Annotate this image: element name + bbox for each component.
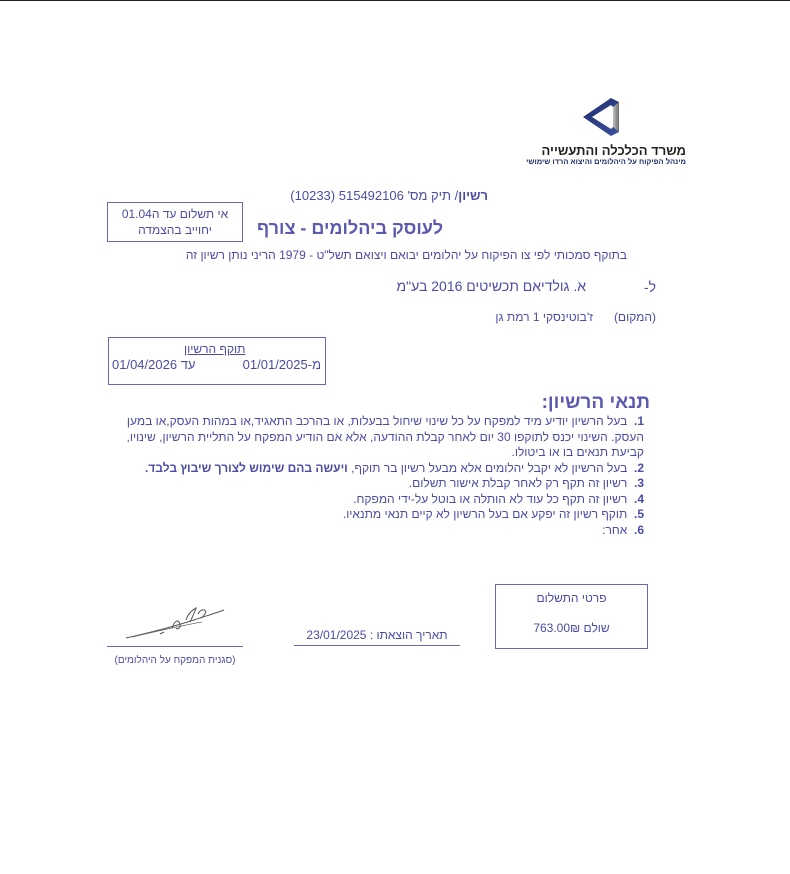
condition-text: בעל הרשיון לא יקבל יהלומים אלא מבעל רשיון בר תוקף,	[351, 460, 628, 475]
validity-from: מ-01/01/2025	[242, 357, 321, 372]
issue-date: תאריך הוצאתו : 23/01/2025	[306, 628, 448, 642]
condition-item-4	[109, 492, 644, 508]
payment-notice-box	[107, 202, 243, 242]
condition-number: 5.	[633, 507, 644, 521]
condition-number: 2.	[633, 460, 644, 475]
condition-item-1	[109, 414, 644, 461]
signature-line	[107, 646, 243, 647]
condition-item-2	[109, 461, 644, 477]
condition-text: אחר:	[602, 522, 628, 537]
payment-amount: שולם 763.00₪	[533, 621, 610, 635]
payment-details-box	[495, 584, 648, 649]
condition-item-6	[109, 523, 644, 539]
license-file-line	[290, 188, 488, 203]
condition-number: 6.	[633, 522, 644, 537]
conditions-list	[109, 414, 644, 538]
file-ref: (10233)	[290, 188, 336, 203]
condition-text: בעל הרשיון יודיע מיד למפקח על כל שינוי שיחול בבעלות, או בהרכב התאגיד,או במהות העסק,או במען העסק. השינוי יכנס לתוקפו 30 יום לאחר קבלת ההודעה, אלא אם הודיע המפקח על התליית הרשיון, שינויו, קביעת תנאים בו או ביטולו.	[126, 414, 644, 459]
validity-title: תוקף הרשיון	[184, 342, 246, 356]
file-number: 515492106	[338, 188, 404, 203]
payment-notice-line2: יחוייב בהצמדה	[138, 223, 212, 237]
issue-date-underline	[294, 645, 460, 646]
condition-number: 3.	[633, 476, 644, 490]
payment-details-title: פרטי התשלום	[536, 591, 607, 605]
condition-item-5	[109, 507, 644, 523]
condition-bold-text: ויעשה בהם שימוש לצורך שיבוץ בלבד.	[144, 460, 348, 475]
recipient-name: א. גולדיאם תכשיטים 2016 בע"מ	[396, 278, 586, 294]
ministry-logo-icon	[580, 96, 622, 138]
condition-number: 4.	[633, 491, 644, 506]
place-value: ז'בוטינסקי 1 רמת גן	[495, 310, 593, 324]
validity-box	[108, 337, 326, 385]
file-label: / תיק מס'	[407, 188, 459, 203]
condition-text: רשיון זה תקף רק לאחר קבלת אישור תשלום.	[408, 476, 628, 490]
signature-icon	[124, 604, 228, 642]
condition-item-3	[109, 476, 644, 492]
validity-to: עד 01/04/2026	[112, 357, 196, 372]
payment-notice-line1: אי תשלום עד ה01.04	[121, 207, 229, 221]
intro-text: בתוקף סמכותי לפי צו הפיקוח על יהלומים יבואם ויצואם תשל"ט - 1979 הריני נותן רשיון זה	[185, 248, 627, 262]
condition-text: רשיון זה תקף כל עוד לא הותלה או בוטל על-ידי המפקח.	[353, 491, 628, 506]
recipient-label: ל-	[643, 279, 656, 295]
condition-number: 1.	[633, 414, 644, 428]
ministry-name: משרד הכלכלה והתעשייה	[541, 143, 686, 158]
signature-caption: (סגנית המפקח על היהלומים)	[114, 655, 236, 666]
conditions-title: תנאי הרשיון:	[541, 392, 650, 413]
top-border	[0, 0, 790, 1]
condition-text: תוקף רשיון זה יפקע אם בעל הרשיון לא קיים תנאי מתנאיו.	[342, 507, 628, 521]
document-title: לעוסק ביהלומים - צורף	[257, 218, 443, 238]
ministry-subtitle: מינהל הפיקוח על היהלומים והיצוא הרדו שימושי	[526, 157, 686, 166]
license-label: רשיון	[458, 188, 488, 203]
place-label: (המקום)	[613, 310, 656, 324]
